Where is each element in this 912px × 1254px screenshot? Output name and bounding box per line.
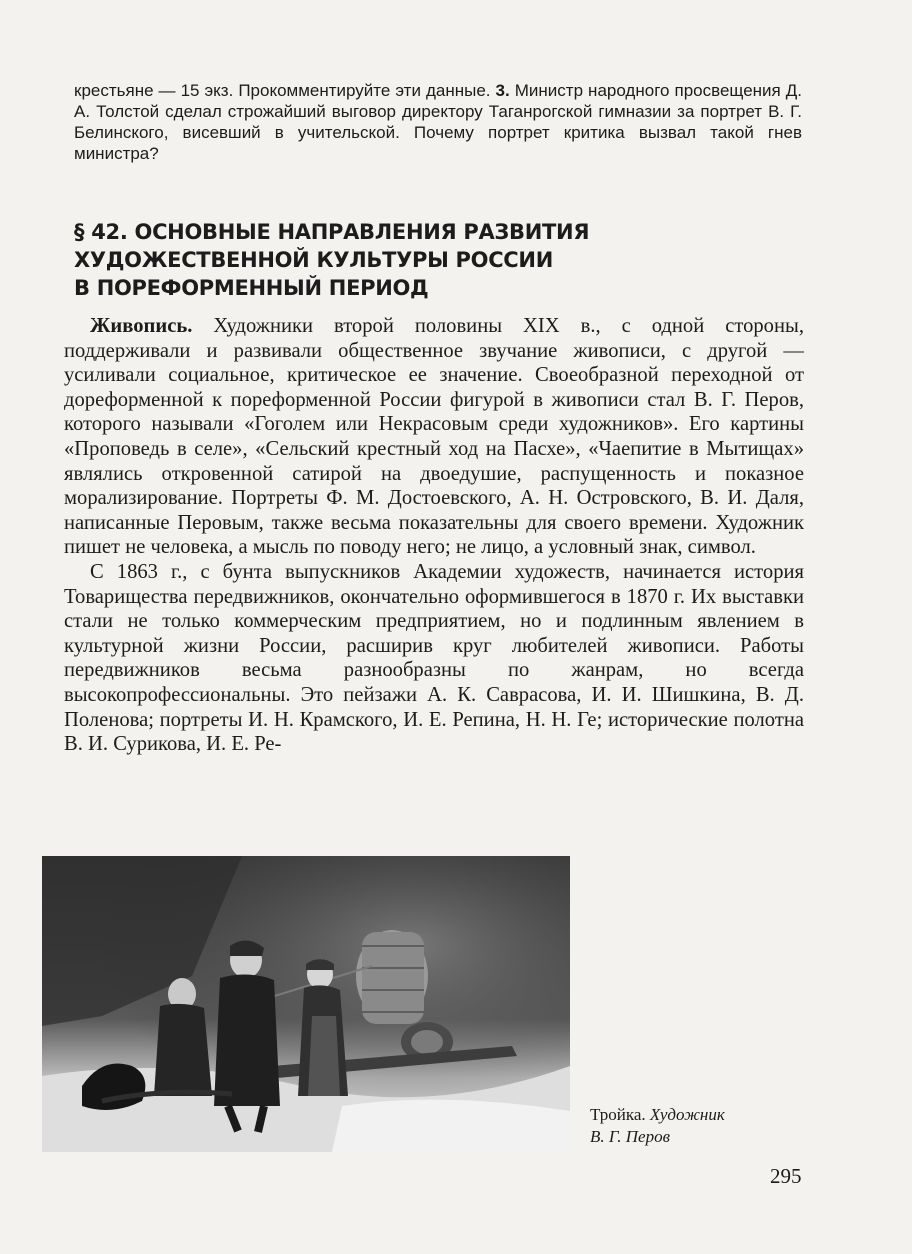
caption-title: Тройка. (590, 1105, 650, 1124)
paragraph-painting (64, 314, 804, 560)
intro-paragraph (74, 80, 802, 164)
painting-illustration (42, 856, 570, 1152)
intro-text-after: Министр народного просвещения Д. А. Толстой сделал строжайший выговор директору Таганрогской гимназии за портрет В. Г. Белинского, висевший в учительской. Почему портрет критика вызвал такой гнев министра? (74, 81, 802, 163)
intro-text-before: крестьяне — 15 экз. Прокомментируйте эти данные. (74, 81, 496, 100)
question-number: 3. (495, 81, 510, 100)
caption-author-name: В. Г. Перов (590, 1127, 670, 1146)
page-number: 295 (770, 1164, 802, 1188)
section-heading (74, 218, 774, 302)
paragraph-1-text: Художники второй половины XIX в., с одной стороны, поддерживали и развивали общественное звучание живописи, с другой — усиливали социальное, критическое ее значение. Своеобразной переходной от дореформенной к пореформенной России фигурой в живописи стал В. Г. Перов, которого называли «Гоголем или Некрасовым среди художников». Его картины «Проповедь в селе», «Сельский крестный ход на Пасхе», «Чаепитие в Мытищах» являлись откровенной сатирой на двоедушие, распущенность и показное морализирование. Портреты Ф. М. Достоевского, А. Н. Островского, В. И. Даля, написанные Перовым, также весьма показательны для своего времени. Художник пишет не человека, а мысль по поводу него; не лицо, а условный знак, символ. (64, 315, 804, 559)
paragraph-peredvizhniki (64, 560, 804, 757)
paragraph-2-text: С 1863 г., с бунта выпускников Академии художеств, начинается история Товарищества передвижников, окончательно оформившегося в 1870 г. Их выставки стали не только коммерческим предприятием, но и подлинным явлением в культурной жизни России, расширив круг любителей живописи. Работы передвижников весьма разнообразны по жанрам, но всегда высокопрофессиональны. Это пейзажи А. К. Саврасова, И. И. Шишкина, В. Д. Поленова; портреты И. Н. Крамского, И. Е. Репина, Н. Н. Ге; исторические полотна В. И. Сурикова, И. Е. Ре- (64, 560, 804, 756)
heading-line-1: § 42. ОСНОВНЫЕ НАПРАВЛЕНИЯ РАЗВИТИЯ (74, 220, 590, 244)
heading-line-2: ХУДОЖЕСТВЕННОЙ КУЛЬТУРЫ РОССИИ (74, 248, 553, 272)
heading-line-3: В ПОРЕФОРМЕННЫЙ ПЕРИОД (74, 276, 429, 300)
paragraph-lead: Живопись. (90, 315, 193, 337)
figure-caption (590, 1104, 790, 1148)
body-text (64, 314, 804, 757)
caption-author-label: Художник (649, 1105, 725, 1124)
painting-image (42, 856, 570, 1152)
